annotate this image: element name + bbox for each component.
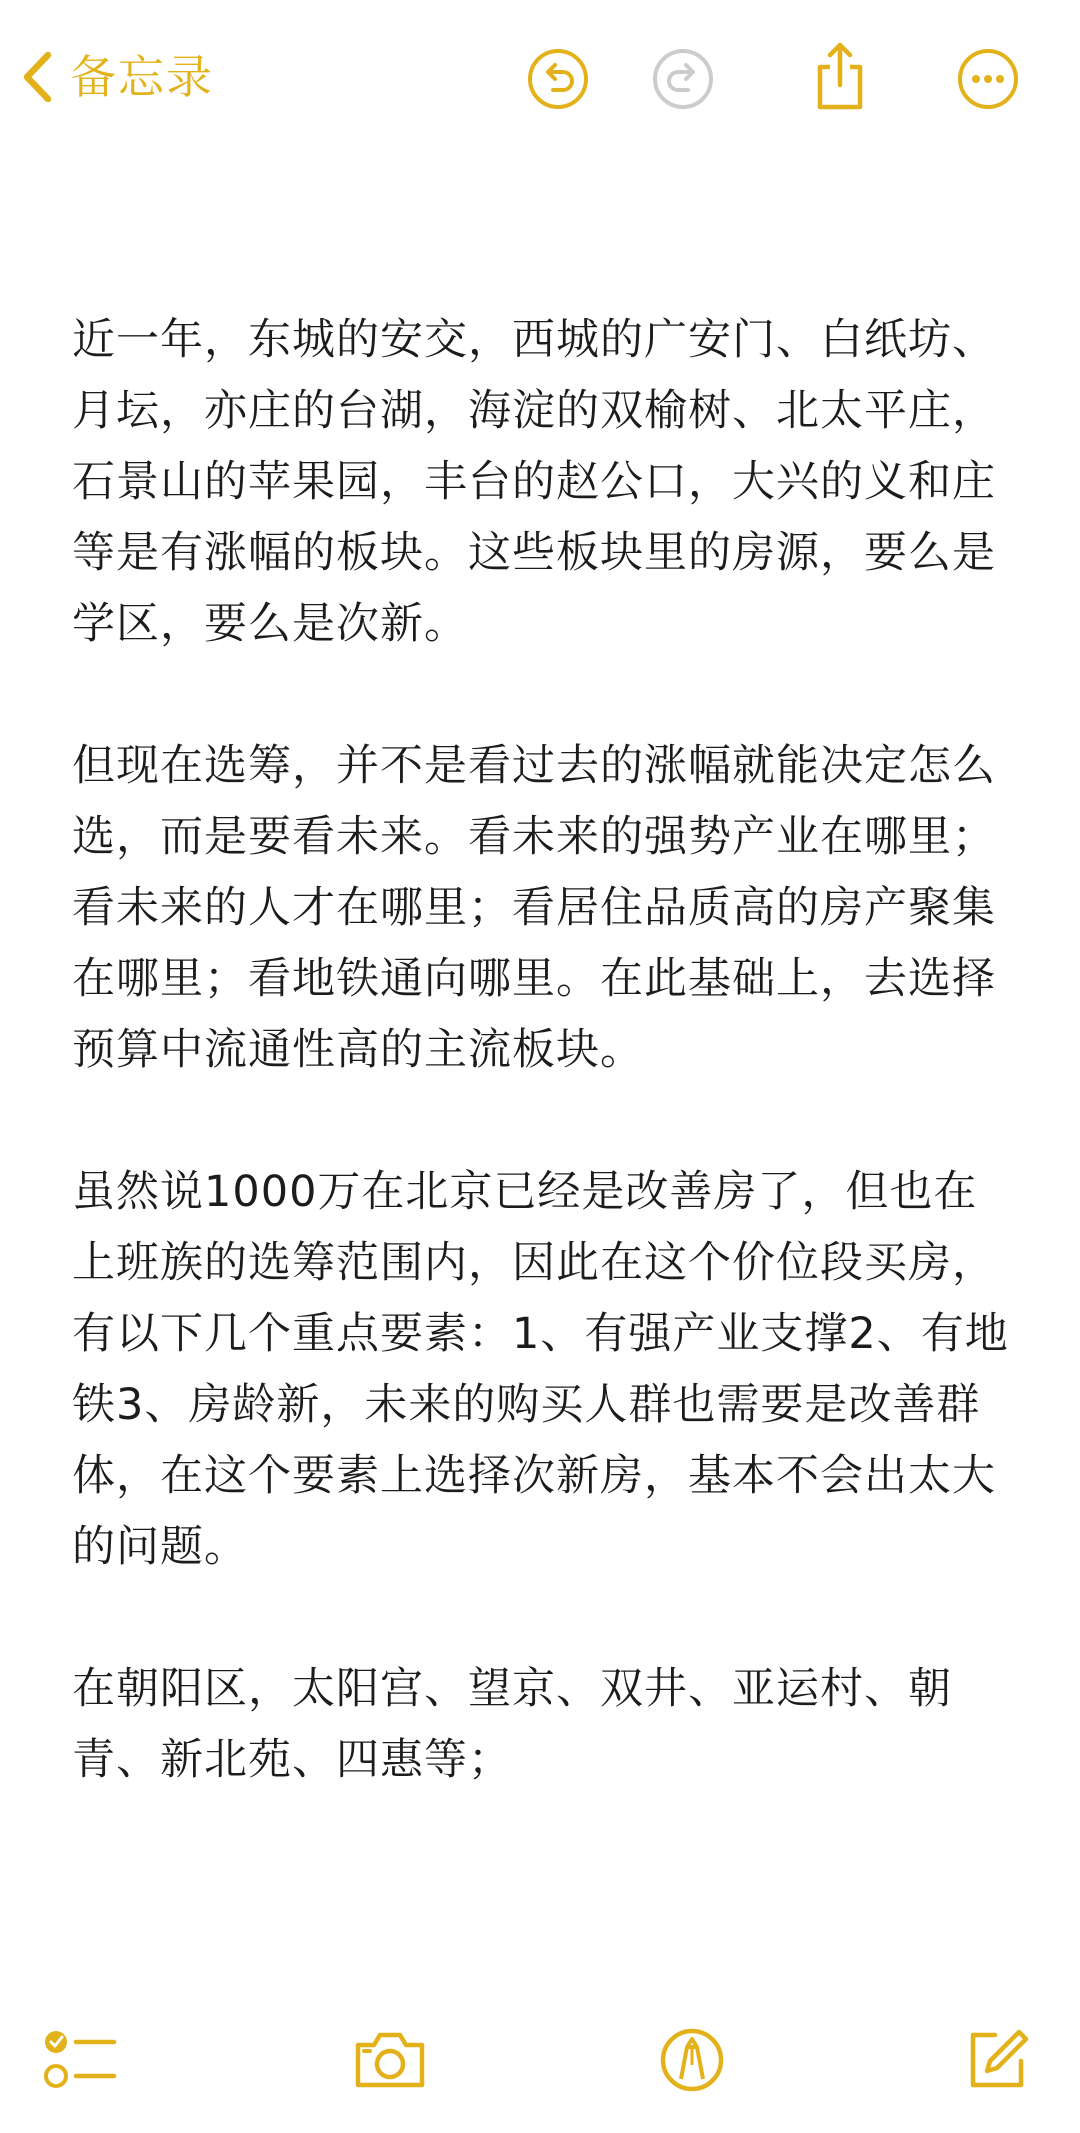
chevron-left-icon: [22, 51, 52, 103]
note-paragraph: 在朝阳区，太阳宫、望京、双井、亚运村、朝青、新北苑、四惠等；: [72, 1664, 952, 1785]
back-label: 备忘录: [70, 50, 214, 104]
share-button[interactable]: [809, 40, 871, 112]
note-paragraph: 但现在选筹，并不是看过去的涨幅就能决定怎么选，而是要看未来。看未来的强势产业在哪里；看未来的人才在哪里；看居住品质高的房产聚集在哪里；看地铁通向哪里。在此基础上，去选择预算中流通性高的主流板块。: [72, 741, 996, 1075]
undo-icon: [527, 48, 589, 110]
back-button[interactable]: [22, 42, 214, 112]
compose-icon: [965, 2027, 1031, 2093]
undo-button[interactable]: [527, 48, 589, 110]
share-icon: [812, 41, 868, 111]
note-paragraph: 近一年，东城的安交，西城的广安门、白纸坊、月坛，亦庄的台湖，海淀的双榆树、北太平庄，石景山的苹果园，丰台的赵公口，大兴的义和庄等是有涨幅的板块。这些板块里的房源，要么是学区，要么是次新。: [72, 315, 996, 649]
camera-button[interactable]: [350, 2020, 430, 2100]
navigation-bar: [0, 0, 1080, 150]
camera-icon: [352, 2029, 428, 2091]
markup-pen-icon: [659, 2027, 725, 2093]
checklist-button[interactable]: [42, 2020, 122, 2100]
note-body[interactable]: [72, 305, 1012, 1867]
redo-icon: [652, 48, 714, 110]
more-icon: [957, 48, 1019, 110]
checklist-icon: [44, 2028, 120, 2092]
redo-button[interactable]: [652, 48, 714, 110]
more-button[interactable]: [957, 48, 1019, 110]
compose-button[interactable]: [958, 2020, 1038, 2100]
note-paragraph: 虽然说1000万在北京已经是改善房了，但也在上班族的选筹范围内，因此在这个价位段买房，有以下几个重点要素：1、有强产业支撑2、有地铁3、房龄新，未来的购买人群也需要是改善群体，在这个要素上选择次新房，基本不会出太大的问题。: [72, 1167, 1009, 1572]
markup-button[interactable]: [652, 2020, 732, 2100]
bottom-toolbar: [0, 2010, 1080, 2110]
